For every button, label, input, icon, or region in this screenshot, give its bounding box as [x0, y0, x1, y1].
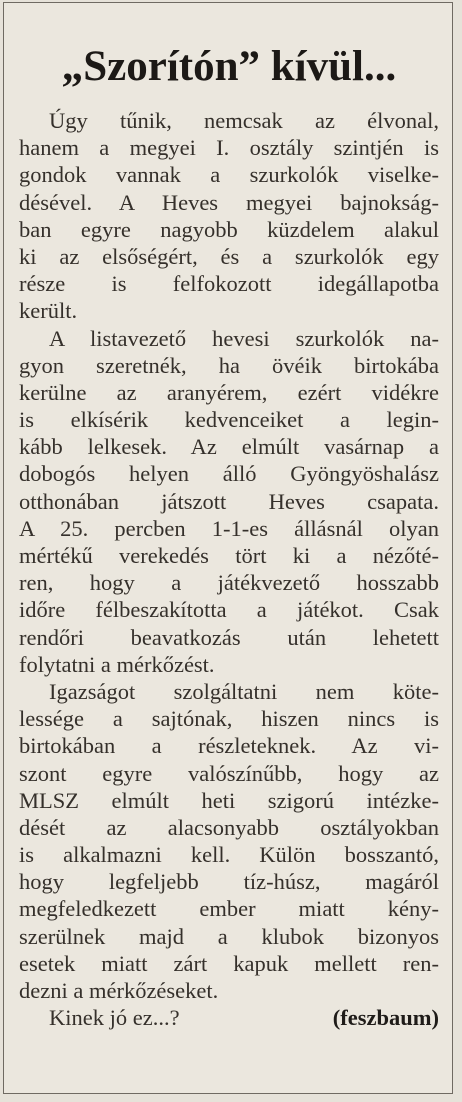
article-line: rendőri beavatkozás után lehetett: [19, 624, 439, 650]
article-body: [19, 107, 439, 1031]
article-line: dését az alacsonyabb osztályokban: [19, 814, 439, 840]
article-line: ki az elsőségért, és a szurkolók egy: [19, 243, 439, 269]
article-line: ren, hogy a játékvezető hosszabb: [19, 570, 439, 596]
article-line: kerülne az aranyérem, ezért vidékre: [19, 379, 439, 405]
article-line: lessége a sajtónak, hiszen nincs is: [19, 706, 439, 732]
article-line: otthonában játszott Heves csapata.: [19, 488, 439, 514]
article-line: időre félbeszakította a játékot. Csak: [19, 597, 439, 623]
article-line: hanem a megyei I. osztály szintjén is: [19, 135, 439, 161]
article-line: megfeledkezett ember miatt kény-: [19, 896, 439, 922]
article-line: esetek miatt zárt kapuk mellett ren-: [19, 950, 439, 976]
article-line: ban egyre nagyobb küzdelem alakul: [19, 216, 439, 242]
article-line: Úgy tűnik, nemcsak az élvonal,: [49, 108, 439, 133]
article-line: is alkalmazni kell. Külön bosszantó,: [19, 842, 439, 868]
article-line: A listavezető hevesi szurkolók na-: [49, 325, 439, 351]
newspaper-clipping: [3, 2, 453, 1094]
article-line: A 25. percben 1-1-es állásnál olyan: [19, 515, 439, 541]
article-line: gyon szeretnék, ha övéik birtokába: [19, 352, 439, 378]
closing-question: Kinek jó ez...?: [49, 1005, 180, 1031]
article-paragraph: [19, 678, 439, 1004]
article-line: birtokában a részleteknek. Az vi-: [19, 733, 439, 759]
article-title: „Szorítón” kívül...: [61, 43, 397, 90]
article-line: dezni a mérkőzéseket.: [19, 978, 219, 1003]
article-line: is elkísérik kedvenceiket a legin-: [19, 407, 439, 433]
article-line: désével. A Heves megyei bajnokság-: [19, 189, 439, 215]
article-line: kább lelkesek. Az elmúlt vasárnap a: [19, 434, 439, 460]
article-line: szont egyre valószínűbb, hogy az: [19, 760, 439, 786]
article-line: került.: [19, 298, 78, 324]
article-line: mértékű verekedés tört ki a nézőté-: [19, 543, 439, 568]
article-line: szerülnek majd a klubok bizonyos: [19, 923, 439, 949]
article-line: dobogós helyen álló Gyöngyöshalász: [19, 461, 439, 487]
article-paragraph: [19, 325, 439, 678]
closing-row: [19, 1004, 439, 1031]
article-line: Igazságot szolgáltatni nem köte-: [49, 678, 439, 704]
author-signature: (feszbaum): [332, 1005, 439, 1031]
article-line: MLSZ elmúlt heti szigorú intézke-: [19, 787, 439, 813]
article-paragraph: [19, 107, 439, 325]
article-line: gondok vannak a szurkolók viselke-: [19, 162, 439, 188]
article-line: része is felfokozott idegállapotba: [19, 271, 439, 297]
article-line: hogy legfeljebb tíz-húsz, magáról: [19, 869, 439, 895]
article-line: folytatni a mérkőzést.: [19, 651, 215, 677]
